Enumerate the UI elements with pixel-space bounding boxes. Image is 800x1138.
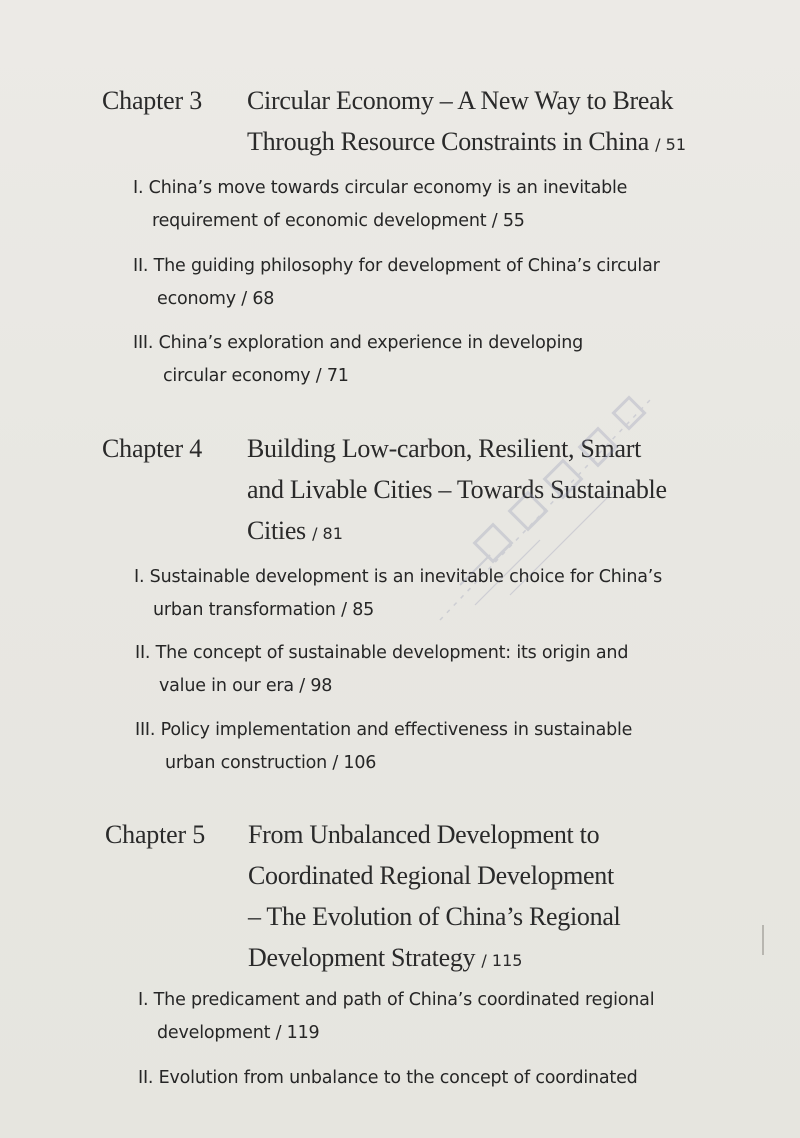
chapter-page-ref: / 81 — [312, 524, 343, 543]
chapter-page-ref: / 115 — [481, 951, 523, 970]
section-line: urban construction / 106 — [165, 753, 377, 773]
chapter-label: Chapter 3 — [102, 86, 203, 115]
section-line: I. Sustainable development is an inevitable choice for China’s — [134, 567, 663, 587]
chapter-label: Chapter 4 — [102, 434, 203, 463]
section-entry — [133, 327, 583, 393]
chapter-3 — [102, 80, 762, 170]
chapter-title-line: Through Resource Constraints in China — [247, 127, 649, 156]
section-line: III. Policy implementation and effectiveness in sustainable — [135, 720, 633, 740]
section-entry — [138, 1062, 638, 1095]
chapter-page-ref: / 51 — [655, 135, 687, 154]
section-line: III. China’s exploration and experience in developing — [133, 333, 584, 353]
page-edge-mark — [762, 925, 764, 955]
section-entry — [133, 250, 660, 316]
section-entry — [134, 561, 662, 627]
section-line: requirement of economic development / 55 — [152, 211, 525, 231]
chapter-title-line: Coordinated Regional Development — [248, 861, 614, 890]
section-line: II. Evolution from unbalance to the concept of coordinated — [138, 1068, 638, 1088]
section-entry — [138, 984, 654, 1050]
section-line: II. The concept of sustainable development: its origin and — [135, 643, 629, 663]
chapter-5 — [102, 814, 762, 984]
chapter-title — [247, 428, 767, 554]
chapter-title-line: Development Strategy — [248, 943, 476, 972]
section-line: value in our era / 98 — [159, 676, 333, 696]
chapter-title-line: Building Low-carbon, Resilient, Smart — [247, 434, 642, 463]
chapter-title — [248, 814, 728, 981]
section-entry — [135, 714, 632, 780]
section-line: I. China’s move towards circular economy is an inevitable — [133, 178, 628, 198]
chapter-title-line: From Unbalanced Development to — [248, 820, 600, 849]
chapter-title-line: – The Evolution of China’s Regional — [248, 902, 621, 931]
chapter-title-line: and Livable Cities – Towards Sustainable — [247, 475, 667, 504]
section-line: II. The guiding philosophy for development of China’s circular — [133, 256, 660, 276]
section-line: economy / 68 — [157, 289, 275, 309]
chapter-title — [247, 80, 747, 165]
chapter-label: Chapter 5 — [105, 820, 206, 849]
section-line: development / 119 — [157, 1023, 320, 1043]
chapter-4 — [102, 428, 762, 553]
section-line: circular economy / 71 — [163, 366, 349, 386]
chapter-title-line: Cities — [247, 516, 306, 545]
section-entry — [133, 172, 627, 238]
section-line: I. The predicament and path of China’s coordinated regional — [138, 990, 655, 1010]
chapter-title-line: Circular Economy – A New Way to Break — [247, 86, 674, 115]
section-line: urban transformation / 85 — [153, 600, 375, 620]
section-entry — [135, 637, 628, 703]
